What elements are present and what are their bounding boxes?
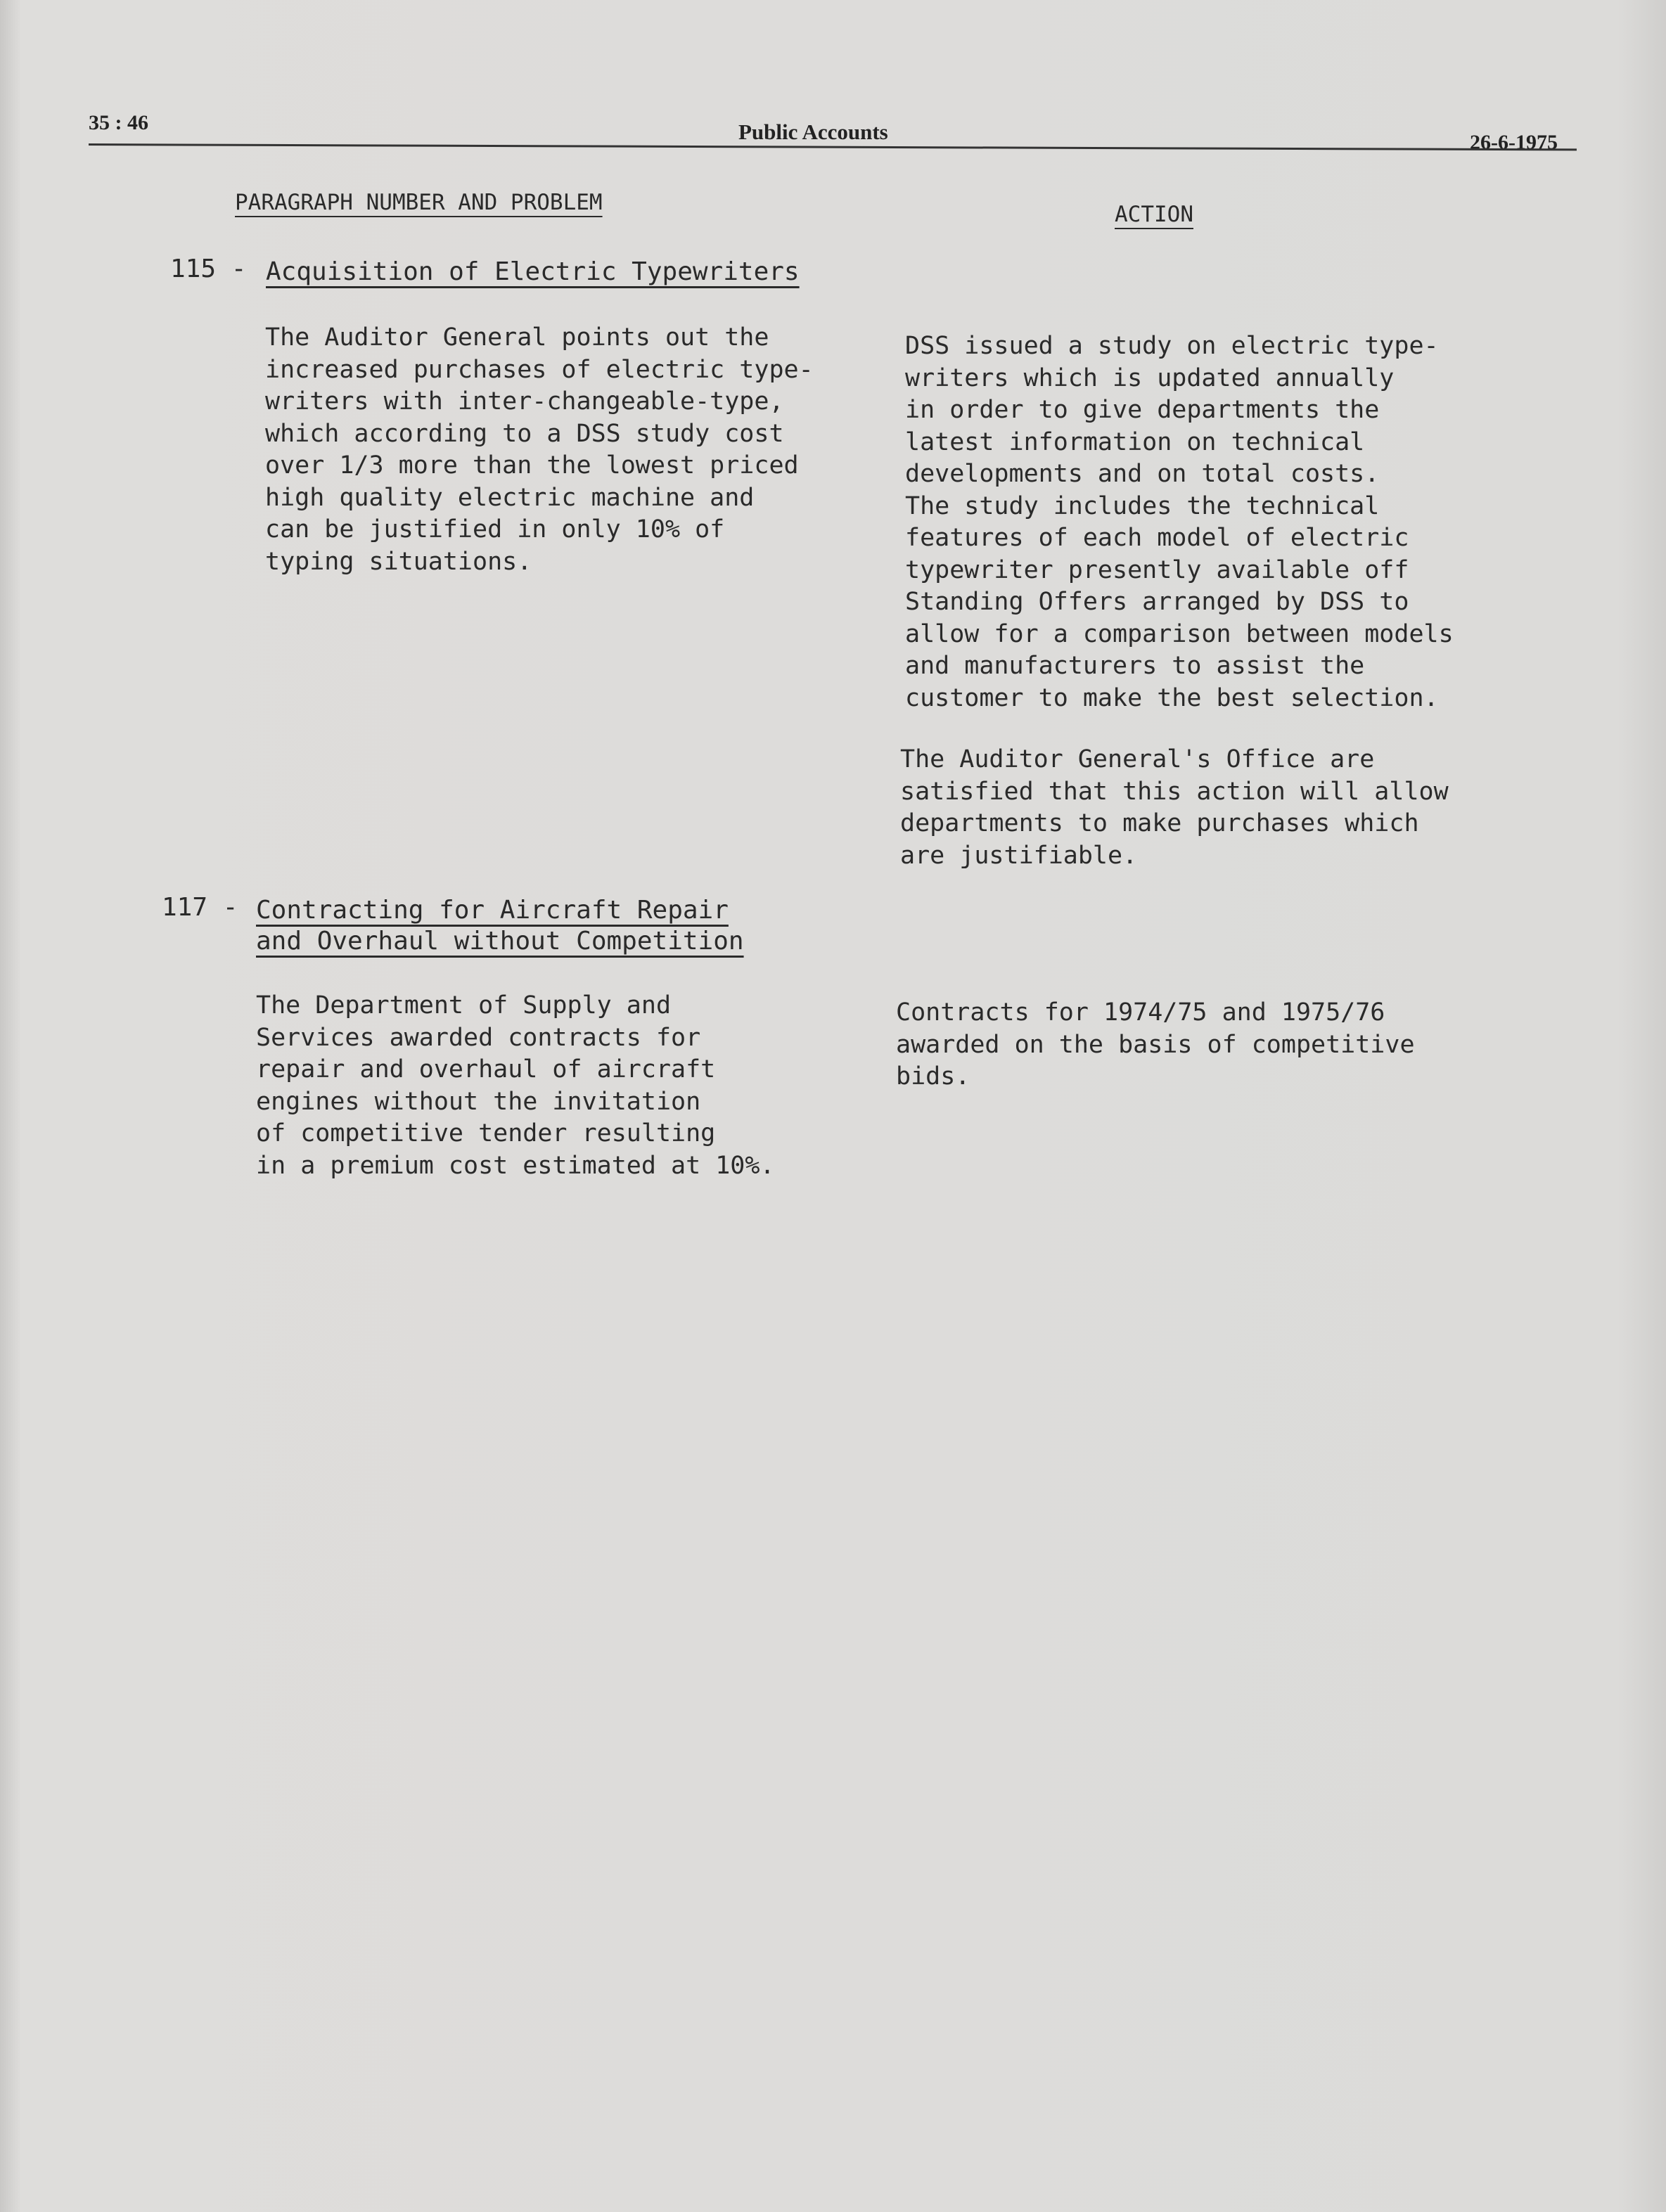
right-column-heading: ACTION (1115, 202, 1193, 227)
running-title: Public Accounts (738, 120, 888, 144)
page-date: 26-6-1975 (1470, 131, 1558, 154)
item-117-action: Contracts for 1974/75 and 1975/76 awarded on the basis of competitive bids. (896, 998, 1415, 1091)
page-number: 35 : 46 (89, 111, 148, 134)
item-117-title-line-2: and Overhaul without Competition (256, 927, 744, 956)
item-115-number: 115 - (170, 255, 247, 283)
item-117-heading (162, 892, 795, 962)
item-115-action-followup: The Auditor General's Office are satisfied that this action will allow departments to make purchases which are justifiable. (900, 745, 1449, 870)
item-115-problem: The Auditor General points out the increased purchases of electric type- writers with inter-changeable-type, which according to a DSS study cost over 1/3 more than the lowest priced high quality electric machine and can be justified in only 10% of typing situations. (265, 323, 814, 576)
item-117-problem: The Department of Supply and Services awarded contracts for repair and overhaul of aircraft engines without the invitation of competitive tender resulting in a premium cost estimated at 10%. (256, 991, 775, 1180)
item-117-number: 117 - (162, 893, 238, 922)
item-115-title: Acquisition of Electric Typewriters (266, 257, 800, 286)
left-column-heading: PARAGRAPH NUMBER AND PROBLEM (235, 190, 603, 215)
item-115-action: DSS issued a study on electric type- writers which is updated annually in order to give departments the latest information on technical developments and on total costs. The study includes the technical features of each model of electric typewriter presently available off Standing Offers arranged by DSS to allow for a comparison between models and manufacturers to assist the customer to make the best selection. (905, 332, 1454, 712)
item-117-title-line-1: Contracting for Aircraft Repair (256, 896, 729, 925)
